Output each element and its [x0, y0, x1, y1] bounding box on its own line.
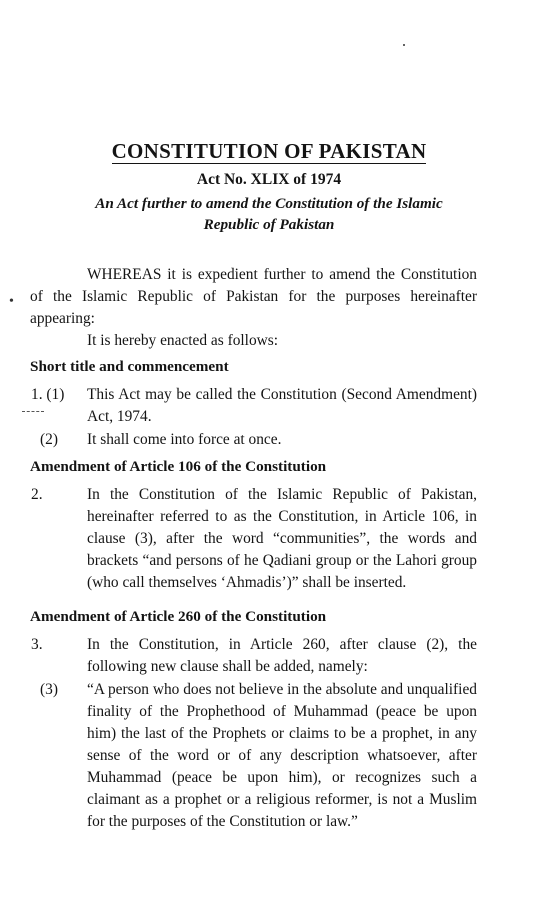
- clause-text: In the Constitution of the Islamic Republic of Pakistan, hereinafter referred to as the Constitution, in Article 106, in clause (3), after the word “communities”, the words and brackets “and persons of he Qadiani group or the Lahori group (who call themselves ‘Ahmadis’)” shall be inserted.: [87, 486, 477, 591]
- act-subtitle: [40, 193, 498, 235]
- preamble: WHEREAS it is expedient further to amend the Constitution of the Islamic Republic of Pakistan for the purposes hereinafter appearing:: [30, 266, 477, 327]
- clause-number: 3.: [31, 636, 43, 653]
- clause-number: (2): [40, 431, 58, 448]
- clause-number: (3): [40, 681, 58, 698]
- clause-text: It shall come into force at once.: [87, 431, 282, 448]
- clause-text: “A person who does not believe in the absolute and unqualified finality of the Prophethood of Muhammad (peace be upon him) the last of the Prophets or claims to be a prophet, in any sense of the word or of any description whatsoever, after Muhammad (peace be upon him), or recognizes such a claimant as a prophet or a religious reformer, is not a Muslim for the purposes of the Constitution or law.”: [87, 681, 477, 830]
- document-title-text: CONSTITUTION OF PAKISTAN: [111, 139, 427, 163]
- scan-speck: [403, 44, 405, 46]
- section-heading-article-106: Amendment of Article 106 of the Constitution: [30, 458, 327, 475]
- act-subtitle-line-1: An Act further to amend the Constitution of the Islamic: [95, 195, 443, 212]
- margin-mark: •: [9, 294, 14, 309]
- clause-number: 1. (1): [31, 386, 65, 403]
- act-subtitle-line-2: Republic of Pakistan: [203, 216, 335, 233]
- clause-number: 2.: [31, 486, 43, 503]
- clause-text: In the Constitution, in Article 260, after clause (2), the following new clause shall be added, namely:: [87, 636, 477, 675]
- document-title: [0, 138, 538, 164]
- act-number: Act No. XLIX of 1974: [196, 171, 342, 188]
- section-heading-article-260: Amendment of Article 260 of the Constitution: [30, 608, 327, 625]
- enacting-clause: It is hereby enacted as follows:: [87, 332, 279, 349]
- section-heading-short-title: Short title and commencement: [30, 358, 229, 375]
- margin-underline: [22, 411, 44, 412]
- clause-text: This Act may be called the Constitution (Second Amendment) Act, 1974.: [87, 386, 477, 425]
